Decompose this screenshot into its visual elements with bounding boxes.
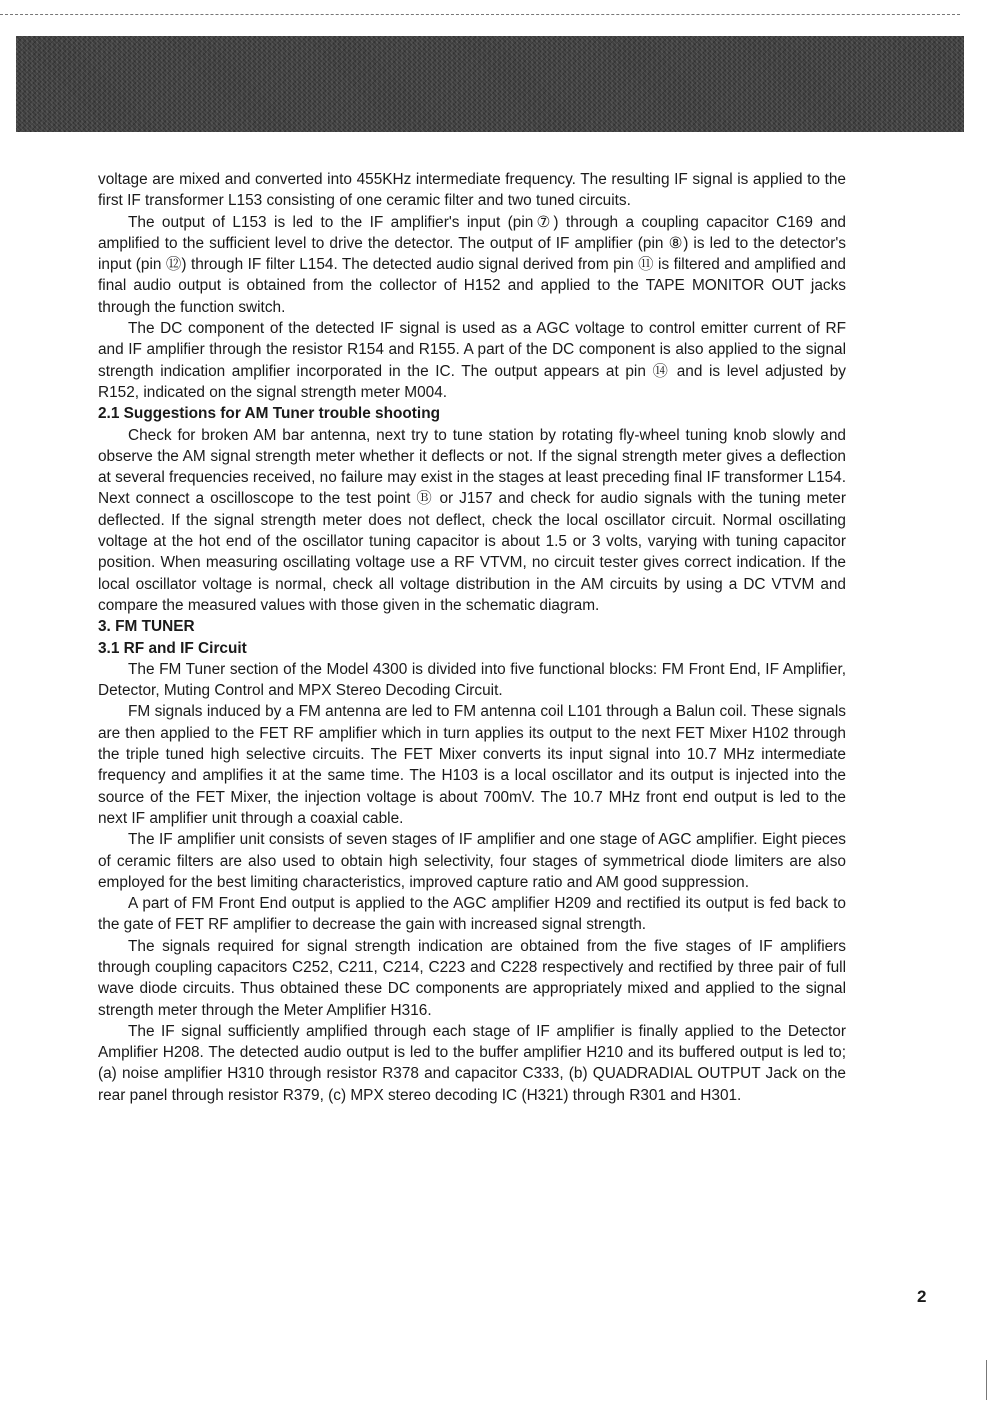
paragraph: Check for broken AM bar antenna, next try to tune station by rotating fly-wheel tuning knob slowly and observe the AM signal strength meter whether it deflects or not. If the signal strength meter gives a deflection at several frequencies received, no failure may exist in the stages at least preceding final IF transformer L154. Next connect a oscilloscope to the test point Ⓑ or J157 and check for audio signals with the tuning meter deflected. If the signal strength meter does not deflect, check the local oscillator circuit. Normal oscillating voltage at the hot end of the oscillator tuning capacitor is about 1.5 or 3 volts, varying with tuning capacitor position. When measuring oscillating voltage use a RF VTVM, no circuit tester gives correct indication. If the local oscillator voltage is normal, check all voltage distribution in the AM circuits by using a DC VTVM and compare the measured values with those given in the schematic diagram. <box>98 426 846 614</box>
paragraph: voltage are mixed and converted into 455KHz intermediate frequency. The resulting IF signal is applied to the first IF transformer L153 consisting of one ceramic filter and two tuned circuits. <box>98 171 846 210</box>
page-number: 2 <box>917 1287 927 1306</box>
subsection-heading-3-1: 3.1 RF and IF Circuit <box>98 639 247 657</box>
page-body <box>98 169 846 1106</box>
header-halftone-band <box>16 36 964 132</box>
paragraph: The IF signal sufficiently amplified through each stage of IF amplifier is finally applied to the Detector Amplifier H208. The detected audio output is led to the buffer amplifier H210 and its buffered output is led to; (a) noise amplifier H310 through resistor R378 and capacitor C333, (b) QUADRADIAL OUTPUT Jack on the rear panel through resistor R379, (c) MPX stereo decoding IC (H321) through R301 and H301. <box>98 1022 846 1104</box>
scan-edge-line <box>986 1360 987 1400</box>
paragraph: A part of FM Front End output is applied to the AGC amplifier H209 and rectified its output is fed back to the gate of FET RF amplifier to decrease the gain with increased signal strength. <box>98 895 846 934</box>
paragraph: The DC component of the detected IF signal is used as a AGC voltage to control emitter current of RF and IF amplifier through the resistor R154 and R155. A part of the DC component is also applied to the signal strength indication amplifier incorporated in the IC. The output appears at pin ⑭ and is level adjusted by R152, indicated on the signal strength meter M004. <box>98 320 846 401</box>
paragraph: The output of L153 is led to the IF amplifier's input (pin⑦) through a coupling capacitor C169 and amplified to the sufficient level to drive the detector. The output of IF amplifier (pin ⑧) is led to the detector's input (pin ⑫) through IF filter L154. The detected audio signal derived from pin ⑪ is filtered and amplified and final audio output is obtained from the collector of H152 and applied to the TAPE MONITOR OUT jacks through the function switch. <box>98 213 846 316</box>
paragraph: FM signals induced by a FM antenna are led to FM antenna coil L101 through a Balun coil. These signals are then applied to the FET RF amplifier which in turn applies its output to the next FET Mixer H102 through the triple tuned high selective circuits. The FET Mixer converts its input signal into 10.7 MHz intermediate frequency and amplifies it at the same time. The H103 is a local oscillator and its output is injected into the source of the FET Mixer, the injection voltage is about 700mV. The 10.7 MHz front end output is led to the next IF amplifier unit through a coaxial cable. <box>98 703 846 827</box>
paragraph: The signals required for signal strength indication are obtained from the five stages of IF amplifiers through coupling capacitors C252, C211, C214, C223 and C228 respectively and rectified by three pair of full wave diode circuits. Thus obtained these DC components are appropriately mixed and applied to the signal strength meter through the Meter Amplifier H316. <box>98 937 846 1019</box>
section-heading-3: 3. FM TUNER <box>98 618 195 636</box>
section-heading-2-1: 2.1 Suggestions for AM Tuner trouble shooting <box>98 405 441 423</box>
scan-dashed-rule <box>0 14 960 25</box>
paragraph: The FM Tuner section of the Model 4300 is divided into five functional blocks: FM Front End, IF Amplifier, Detector, Muting Control and MPX Stereo Decoding Circuit. <box>98 660 846 700</box>
paragraph: The IF amplifier unit consists of seven stages of IF amplifier and one stage of AGC amplifier. Eight pieces of ceramic filters are also used to obtain high selectivity, four stages of symmetrical diode limiters are also employed for the best limiting characteristics, improved capture ratio and AM good suppression. <box>98 831 846 891</box>
